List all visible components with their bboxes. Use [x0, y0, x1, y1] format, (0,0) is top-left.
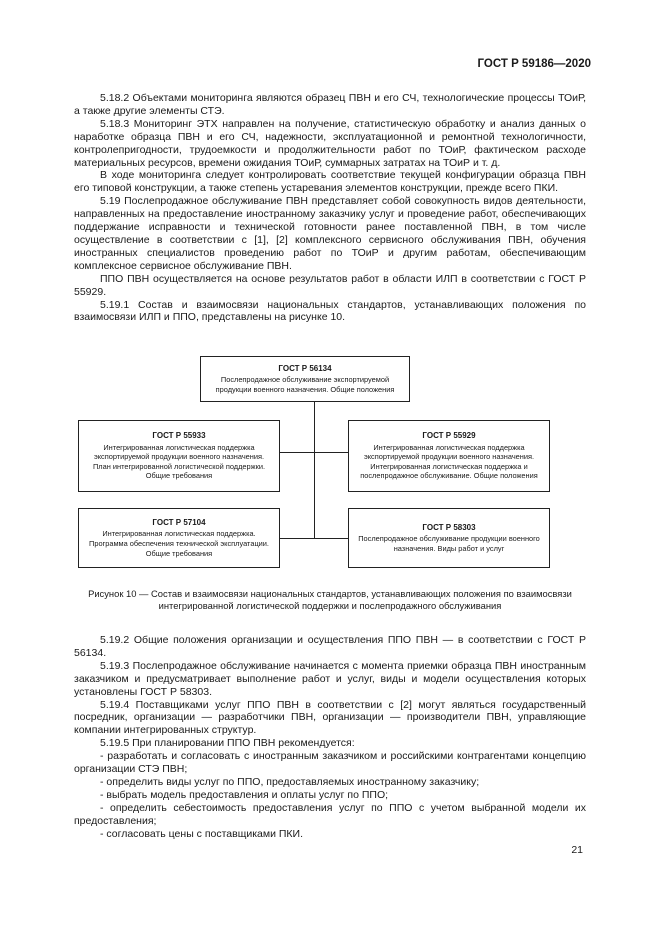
standard-code: ГОСТ Р 55929 [422, 431, 476, 441]
paragraph: В ходе мониторинга следует контролировать соответствие текущей конфигурации образца ПВН его типовой конструкции, а также степень устаревания элементов конструкции, прежде всего ПКИ. [74, 169, 586, 195]
page-number: 21 [571, 844, 583, 856]
standard-code: ГОСТ Р 58303 [422, 522, 476, 532]
list-item: - согласовать цены с поставщиками ПКИ. [100, 827, 304, 840]
list-item: - выбрать модель предоставления и оплаты услуг по ППО; [100, 788, 389, 801]
paragraph: 5.19 Послепродажное обслуживание ПВН представляет собой совокупность видов деятельности, направленных на предоставление иностранному заказчику услуг и проведение работ, обеспечивающих поддержание исправности и технической готовности ранее поставленной ПВН, в том числе осуществление в соответствии с [1], [2] комплексного сервисного обслуживания ПВН, обучения иностранных специалистов проведению работ по ТОиР и другим работам, обеспечивающим комплексное сервисное обслуживание ПВН. [74, 195, 586, 272]
paragraph: 5.19.4 Поставщиками услуг ППО ПВН в соответствии с [2] могут являться государственный посредник, организации — разработчики ПВН, организации — производители ПВН, управляющие компании интегрированных структур. [74, 698, 586, 737]
list-item: - определить себестоимость предоставления услуг по ППО с учетом выбранной модели их предоставления; [74, 801, 586, 827]
standard-box-right1 [348, 420, 550, 492]
body-text-top [74, 92, 586, 324]
standard-code: ГОСТ Р 57104 [152, 517, 206, 527]
standard-box-left1 [78, 420, 280, 492]
standard-title: Послепродажное обслуживание экспортируемой продукции военного назначения. Общие положения [215, 375, 395, 394]
standard-box-top [200, 356, 410, 402]
standard-box-right2 [348, 508, 550, 568]
connector-vertical [314, 384, 315, 538]
connector-right1 [314, 452, 348, 453]
paragraph: 5.18.2 Объектами мониторинга являются образец ПВН и его СЧ, технологические процессы ТОиР, а также другие элементы СТЭ. [74, 92, 586, 117]
standards-diagram [74, 352, 586, 558]
list-item: - определить виды услуг по ППО, предоставляемых иностранному заказчику; [100, 775, 480, 788]
paragraph: 5.19.2 Общие положения организации и осуществления ППО ПВН — в соответствии с ГОСТ Р 56134. [74, 634, 586, 659]
paragraph: ППО ПВН осуществляется на основе результатов работ в области ИЛП в соответствии с ГОСТ Р 55929. [74, 272, 586, 298]
standard-title: Послепродажное обслуживание продукции военного назначения. Виды работ и услуг [358, 534, 540, 553]
figure-caption: Рисунок 10 — Состав и взаимосвязи национальных стандартов, устанавливающих положения по взаимосвязи интегрированной логистической поддержки и послепродажного обслуживания [88, 588, 572, 611]
standard-title: Интегрированная логистическая поддержка. Программа обеспечения технической эксплуатации. Общие требования [89, 529, 269, 558]
standard-title: Интегрированная логистическая поддержка экспортируемой продукции военного назначения. Интегрированная логистическая поддержка и послепродажное обслуживание. Общие положения [360, 442, 538, 481]
standard-code: ГОСТ Р 55933 [152, 431, 206, 441]
standard-code: ГОСТ Р 56134 [278, 363, 332, 373]
paragraph: 5.19.5 При планировании ППО ПВН рекомендуется: [100, 737, 355, 750]
connector-right2 [314, 538, 348, 539]
list-item: - разработать и согласовать с иностранным заказчиком и российскими контрагентами концепцию организации СТЭ ПВН; [74, 750, 586, 776]
standard-title: Интегрированная логистическая поддержка экспортируемой продукции военного назначения. План интегрированной логистической поддержки. Общие требования [92, 442, 265, 481]
body-text-bottom [74, 634, 586, 841]
paragraph: 5.19.1 Состав и взаимосвязи национальных стандартов, устанавливающих положения по взаимосвязи ИЛП и ППО, представлены на рисунке 10. [74, 298, 586, 324]
connector-left2 [280, 538, 314, 539]
paragraph: 5.18.3 Мониторинг ЭТХ направлен на получение, статистическую обработку и анализ данных о наработке образца ПВН и его СЧ, надежности, эксплуатационной и ремонтной технологичности, контролепригодности, трудоемкости и продолжительности работ по ТОиР, фактическом расходе материальных ресурсов, времени ожидания ТОиР, суммарных затратах на ТОиР и т. д. [74, 117, 586, 169]
connector-left1 [280, 452, 314, 453]
standard-box-left2 [78, 508, 280, 568]
paragraph: 5.19.3 Послепродажное обслуживание начинается с момента приемки образца ПВН иностранным заказчиком и предусматривает выполнение работ и услуг, виды и модели осуществления которых установлены ГОСТ Р 58303. [74, 659, 586, 698]
document-header: ГОСТ Р 59186—2020 [477, 58, 591, 70]
